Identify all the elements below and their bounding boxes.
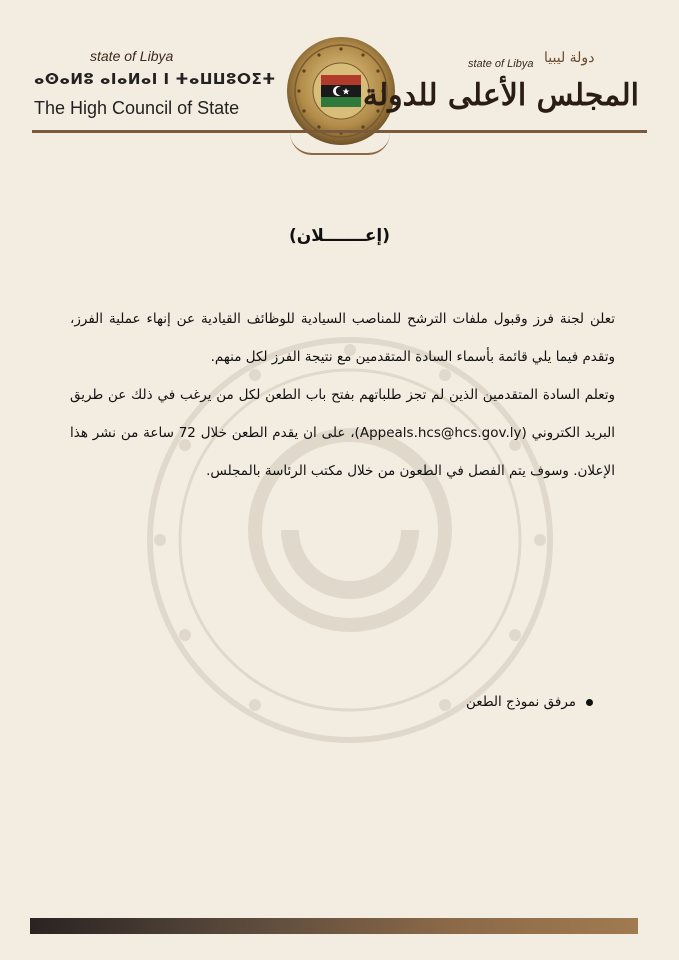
council-name-english: The High Council of State xyxy=(34,98,240,118)
council-name-tifinagh: ⴰⵙⴰⵍⵓ ⴰⵏⴰⵍⴰⵏ ⵏ ⵜⴰⵡⵡⵓⵔⵉⵜ xyxy=(34,70,276,88)
council-name-arabic: المجلس الأعلى للدولة xyxy=(362,78,639,113)
body-paragraph-1: تعلن لجنة فرز وقبول ملفات الترشح للمناصب السيادية للوظائف القيادية عن إنهاء عملية الفرز، وتقدم فيما يلي قائمة بأسماء السادة المتقدمين مع نتيجة الفرز لكل منهم. xyxy=(70,311,615,365)
attachment-label: مرفق نموذج الطعن xyxy=(466,694,576,710)
announcement-title: (إعـــــــلان) xyxy=(288,226,391,246)
header-divider-accent xyxy=(290,133,390,155)
state-name-arabic: دولة ليبيا xyxy=(544,50,595,66)
state-name-english-right: state of Libya xyxy=(468,58,534,70)
announcement-body xyxy=(70,300,615,490)
bullet-icon xyxy=(586,699,593,706)
body-paragraph-2: وتعلم السادة المتقدمين الذين لم تجز طلباتهم بفتح باب الطعن لكل من يرغب في ذلك عن طريق البريد الكتروني (Appeals.hcs@hcs.gov.ly)، على ان يقدم الطعن خلال 72 ساعة من نشر هذا الإعلان. وسوف يتم الفصل في الطعون من خلال مكتب الرئاسة بالمجلس. xyxy=(70,387,615,479)
footer-bar xyxy=(30,918,638,934)
attachment-list-item xyxy=(466,694,593,710)
state-name-english: state of Libya xyxy=(90,48,174,64)
